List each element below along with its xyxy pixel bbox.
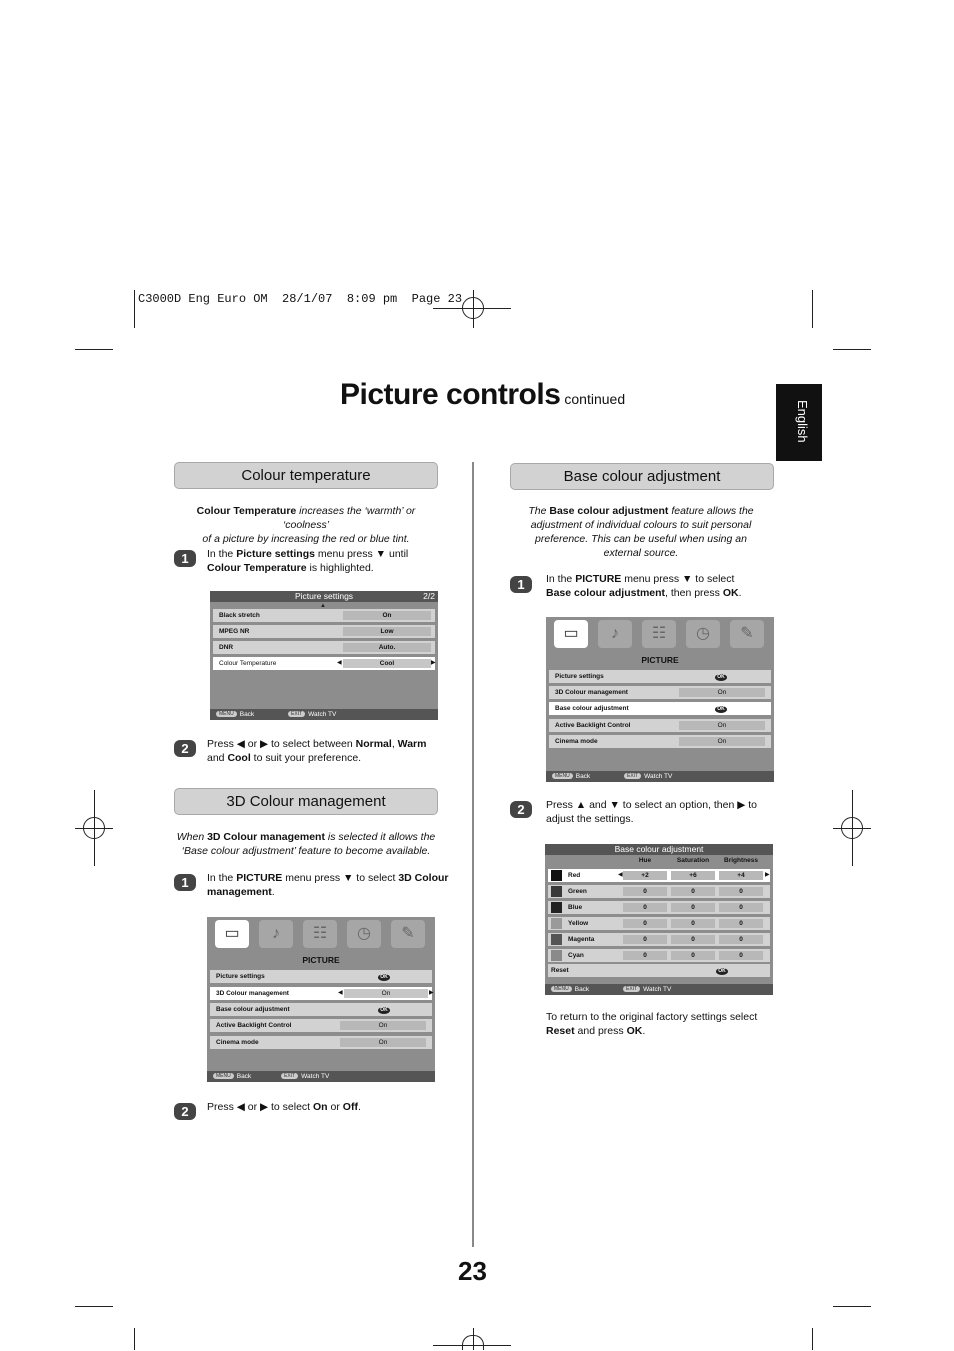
registration-mark xyxy=(83,817,105,839)
language-tab xyxy=(776,384,822,461)
registration-mark xyxy=(841,817,863,839)
text: In the xyxy=(207,548,237,560)
menu-row-selected[interactable] xyxy=(549,702,771,715)
ok-icon: OK xyxy=(715,706,727,713)
cell-hue: 0 xyxy=(623,919,667,928)
section-heading-base-colour-adjustment: Base colour adjustment xyxy=(510,463,774,490)
text: Press ▲ and ▼ to select an option, then ▶ to xyxy=(546,799,757,811)
table-row[interactable] xyxy=(548,949,770,962)
column-header-saturation: Saturation xyxy=(676,857,710,864)
page-title xyxy=(340,378,625,412)
text: is selected it allows the xyxy=(324,831,436,843)
cell-sat: 0 xyxy=(671,951,715,960)
menu-key-icon: MENU xyxy=(551,986,572,992)
colour-swatch xyxy=(551,886,562,897)
text: menu press ▼ until xyxy=(314,548,409,560)
registration-mark xyxy=(462,1335,484,1350)
row-label: MPEG NR xyxy=(219,628,250,635)
text: , xyxy=(391,738,398,750)
text: adjustment of individual colours to suit personal xyxy=(530,519,752,531)
menu-icon-bar xyxy=(552,620,768,650)
text: Base colour adjustment xyxy=(546,587,666,599)
table-row[interactable] xyxy=(548,917,770,930)
text: PICTURE xyxy=(575,573,622,585)
crop-mark xyxy=(812,1328,813,1350)
column-header-hue: Hue xyxy=(638,857,652,864)
step-badge: 1 xyxy=(510,576,532,593)
registration-mark xyxy=(462,297,484,319)
reset-label: Reset xyxy=(551,967,569,974)
text: 3D Colour xyxy=(398,872,449,884)
cell-sat: 0 xyxy=(671,887,715,896)
menu-row[interactable] xyxy=(549,735,771,748)
menu-title: PICTURE xyxy=(302,955,340,965)
colour-temperature-intro xyxy=(174,504,438,546)
back-label[interactable]: Back xyxy=(236,1073,252,1080)
cell-sat: 0 xyxy=(671,935,715,944)
wrench-icon[interactable]: ✎ xyxy=(391,920,425,948)
text: is highlighted. xyxy=(306,562,374,574)
text: , then press xyxy=(665,587,723,599)
text: feature allows the xyxy=(668,505,754,517)
picture-menu-3d xyxy=(207,917,435,1082)
row-label: Cinema mode xyxy=(555,738,598,745)
text: and press xyxy=(574,1025,627,1037)
text: Press ◀ or ▶ to select between xyxy=(207,738,356,750)
step-text xyxy=(207,737,447,765)
menu-footer xyxy=(207,1071,435,1082)
picture-settings-menu xyxy=(210,591,438,720)
row-label: Cinema mode xyxy=(216,1039,259,1046)
step-text xyxy=(207,1100,447,1114)
menu-title: PICTURE xyxy=(641,655,679,665)
clock-icon[interactable]: ◷ xyxy=(347,920,381,948)
right-arrow-icon[interactable]: ▶ xyxy=(429,990,434,996)
intro-text: increases the ‘warmth’ or ‘coolness’ xyxy=(282,505,416,531)
text: To return to the original factory settings select xyxy=(546,1011,758,1023)
base-colour-adjustment-menu xyxy=(545,844,773,995)
page-title-text: Picture controls xyxy=(340,378,561,411)
exit-key-icon: EXIT xyxy=(288,711,305,717)
row-label: Base colour adjustment xyxy=(555,705,629,712)
table-row[interactable] xyxy=(548,933,770,946)
exit-key-icon: EXIT xyxy=(281,1073,298,1079)
row-value: On xyxy=(679,737,765,746)
picture-menu-base-colour xyxy=(546,617,774,782)
colour-swatch xyxy=(551,918,562,929)
text: management xyxy=(207,886,272,898)
watch-tv-label[interactable]: Watch TV xyxy=(308,711,337,718)
colour-swatch xyxy=(551,902,562,913)
table-row[interactable] xyxy=(548,901,770,914)
back-label[interactable]: Back xyxy=(574,986,590,993)
crop-mark xyxy=(833,1306,871,1307)
table-row[interactable] xyxy=(548,885,770,898)
row-label: Active Backlight Control xyxy=(216,1022,292,1029)
menu-row-selected[interactable] xyxy=(210,987,432,1000)
text: In the xyxy=(207,872,237,884)
row-value: Auto. xyxy=(343,643,431,652)
menu-row[interactable] xyxy=(210,970,432,983)
menu-row-selected[interactable] xyxy=(213,657,435,670)
menu-row[interactable] xyxy=(549,719,771,732)
crop-mark xyxy=(134,1328,135,1350)
tv-screen-icon[interactable]: ▭ xyxy=(554,620,588,648)
step-text xyxy=(207,871,452,899)
wrench-icon[interactable]: ✎ xyxy=(730,620,764,648)
treble-clef-icon[interactable]: ♪ xyxy=(259,920,293,948)
table-row[interactable] xyxy=(548,869,770,882)
row-label: Cyan xyxy=(568,952,584,959)
treble-clef-icon[interactable]: ♪ xyxy=(598,620,632,648)
exit-key-icon: EXIT xyxy=(623,986,640,992)
crop-mark xyxy=(134,290,135,328)
left-arrow-icon[interactable]: ◀ xyxy=(338,990,343,996)
row-label: Green xyxy=(568,888,587,895)
text: and xyxy=(207,752,228,764)
cell-sat: +6 xyxy=(671,871,715,880)
text: When xyxy=(176,831,208,843)
menu-header: Base colour adjustment xyxy=(545,844,773,855)
text: Off xyxy=(342,1101,358,1113)
settings-board-icon[interactable]: ☷ xyxy=(303,920,337,948)
step-text xyxy=(207,547,447,575)
exit-key-icon: EXIT xyxy=(624,773,641,779)
menu-row[interactable] xyxy=(210,1019,432,1032)
menu-row[interactable] xyxy=(549,670,771,683)
ok-icon: OK xyxy=(378,1007,390,1014)
text: Reset xyxy=(546,1025,575,1037)
row-label: 3D Colour management xyxy=(555,689,628,696)
menu-key-icon: MENU xyxy=(552,773,573,779)
page-subtitle: continued xyxy=(564,391,626,407)
text: PICTURE xyxy=(236,872,283,884)
text: . xyxy=(357,1101,361,1113)
text: . xyxy=(271,886,275,898)
colour-swatch xyxy=(551,934,562,945)
row-label: Yellow xyxy=(568,920,589,927)
menu-row[interactable] xyxy=(210,1003,432,1016)
menu-header xyxy=(210,591,438,602)
text: Warm xyxy=(397,738,427,750)
text: Cool xyxy=(227,752,251,764)
text: to suit your preference. xyxy=(250,752,362,764)
text: In the xyxy=(546,573,576,585)
cell-hue: 0 xyxy=(623,903,667,912)
step-badge: 2 xyxy=(510,801,532,818)
ok-icon: OK xyxy=(716,968,728,975)
cell-sat: 0 xyxy=(671,919,715,928)
back-label[interactable]: Back xyxy=(239,711,255,718)
crop-mark xyxy=(812,290,813,328)
menu-footer xyxy=(545,984,773,995)
row-label: Black stretch xyxy=(219,612,260,619)
table-header xyxy=(545,857,773,867)
cell-bri: +4 xyxy=(719,871,763,880)
step-badge: 2 xyxy=(174,1103,196,1120)
menu-row[interactable] xyxy=(213,641,435,654)
row-value: On xyxy=(679,688,765,697)
row-label: Picture settings xyxy=(555,673,604,680)
page-number: 23 xyxy=(458,1256,487,1286)
text: . xyxy=(738,587,742,599)
menu-footer xyxy=(210,709,438,720)
reset-row[interactable] xyxy=(548,964,770,977)
step-text xyxy=(546,572,786,600)
section-heading-3d-colour-management: 3D Colour management xyxy=(174,788,438,815)
language-tab-label: English xyxy=(795,400,810,443)
menu-row[interactable] xyxy=(213,625,435,638)
menu-row[interactable] xyxy=(549,686,771,699)
text: 3D Colour management xyxy=(207,831,325,843)
row-value: Low xyxy=(343,627,431,636)
cell-sat: 0 xyxy=(671,903,715,912)
text: Picture settings xyxy=(236,548,315,560)
text: OK xyxy=(722,587,739,599)
print-slug: C3000D Eng Euro OM 28/1/07 8:09 pm Page 23 xyxy=(138,292,463,306)
watch-tv-label[interactable]: Watch TV xyxy=(643,986,672,993)
right-arrow-icon[interactable]: ▶ xyxy=(765,872,770,878)
text: Press ◀ or ▶ to select xyxy=(207,1101,314,1113)
text: Base colour adjustment xyxy=(549,505,669,517)
row-value: On xyxy=(340,1021,426,1030)
colour-swatch xyxy=(551,950,562,961)
step-text xyxy=(546,798,786,826)
tv-screen-icon[interactable]: ▭ xyxy=(215,920,249,948)
row-label: Blue xyxy=(568,904,583,911)
text: . xyxy=(642,1025,646,1037)
ok-icon: OK xyxy=(715,674,727,681)
text: or xyxy=(327,1101,343,1113)
menu-page-indicator: 2/2 xyxy=(423,591,435,601)
scroll-up-icon[interactable]: ▲ xyxy=(320,603,326,609)
cell-hue: 0 xyxy=(623,887,667,896)
colour-management-intro xyxy=(170,830,442,858)
row-label: Magenta xyxy=(568,936,595,943)
text: The xyxy=(528,505,550,517)
back-label[interactable]: Back xyxy=(575,773,591,780)
cell-bri: 0 xyxy=(719,919,763,928)
base-colour-intro xyxy=(510,504,772,560)
row-label: Red xyxy=(568,872,581,879)
colour-swatch xyxy=(551,870,562,881)
text: On xyxy=(313,1101,328,1113)
intro-text: of a picture by increasing the red or blue tint. xyxy=(202,533,410,545)
text: OK xyxy=(626,1025,643,1037)
menu-title: Picture settings xyxy=(294,591,354,601)
left-arrow-icon[interactable]: ◀ xyxy=(337,660,342,666)
cell-hue: 0 xyxy=(623,935,667,944)
menu-row[interactable] xyxy=(213,609,435,622)
row-value: On xyxy=(344,989,428,998)
cell-bri: 0 xyxy=(719,935,763,944)
clock-icon[interactable]: ◷ xyxy=(686,620,720,648)
row-value: On xyxy=(343,611,431,620)
cell-bri: 0 xyxy=(719,887,763,896)
menu-key-icon: MENU xyxy=(213,1073,234,1079)
crop-mark xyxy=(75,1306,113,1307)
row-label: Active Backlight Control xyxy=(555,722,631,729)
row-value: On xyxy=(679,721,765,730)
cell-hue: 0 xyxy=(623,951,667,960)
text: preference. This can be useful when using an xyxy=(535,533,747,545)
step-badge: 1 xyxy=(174,550,196,567)
row-value: On xyxy=(340,1038,426,1047)
menu-footer xyxy=(546,771,774,782)
text: adjust the settings. xyxy=(546,813,634,825)
text: external source. xyxy=(603,547,679,559)
cell-bri: 0 xyxy=(719,951,763,960)
crop-mark xyxy=(833,349,871,350)
ok-icon: OK xyxy=(378,974,390,981)
step-badge: 1 xyxy=(174,874,196,891)
row-label: DNR xyxy=(219,644,234,651)
reset-note xyxy=(546,1010,786,1038)
intro-bold: Colour Temperature xyxy=(196,505,297,517)
step-badge: 2 xyxy=(174,740,196,757)
row-label: Picture settings xyxy=(216,973,265,980)
text: menu press ▼ to select xyxy=(282,872,399,884)
column-divider xyxy=(472,462,474,1247)
row-value: Cool xyxy=(343,659,431,668)
text: Colour Temperature xyxy=(207,562,307,574)
menu-row[interactable] xyxy=(210,1036,432,1049)
crop-mark xyxy=(75,349,113,350)
menu-icon-bar xyxy=(213,920,429,950)
row-label: 3D Colour management xyxy=(216,990,289,997)
row-label: Colour Temperature xyxy=(219,660,277,667)
text: Normal xyxy=(355,738,392,750)
watch-tv-label[interactable]: Watch TV xyxy=(301,1073,330,1080)
row-label: Base colour adjustment xyxy=(216,1006,290,1013)
cell-hue: +2 xyxy=(623,871,667,880)
section-heading-colour-temperature: Colour temperature xyxy=(174,462,438,489)
right-arrow-icon[interactable]: ▶ xyxy=(431,660,436,666)
text: menu press ▼ to select xyxy=(621,573,735,585)
left-arrow-icon[interactable]: ◀ xyxy=(618,872,623,878)
column-header-brightness: Brightness xyxy=(724,857,758,864)
text: ‘Base colour adjustment’ feature to become available. xyxy=(181,845,431,857)
cell-bri: 0 xyxy=(719,903,763,912)
watch-tv-label[interactable]: Watch TV xyxy=(644,773,673,780)
menu-key-icon: MENU xyxy=(216,711,237,717)
settings-board-icon[interactable]: ☷ xyxy=(642,620,676,648)
